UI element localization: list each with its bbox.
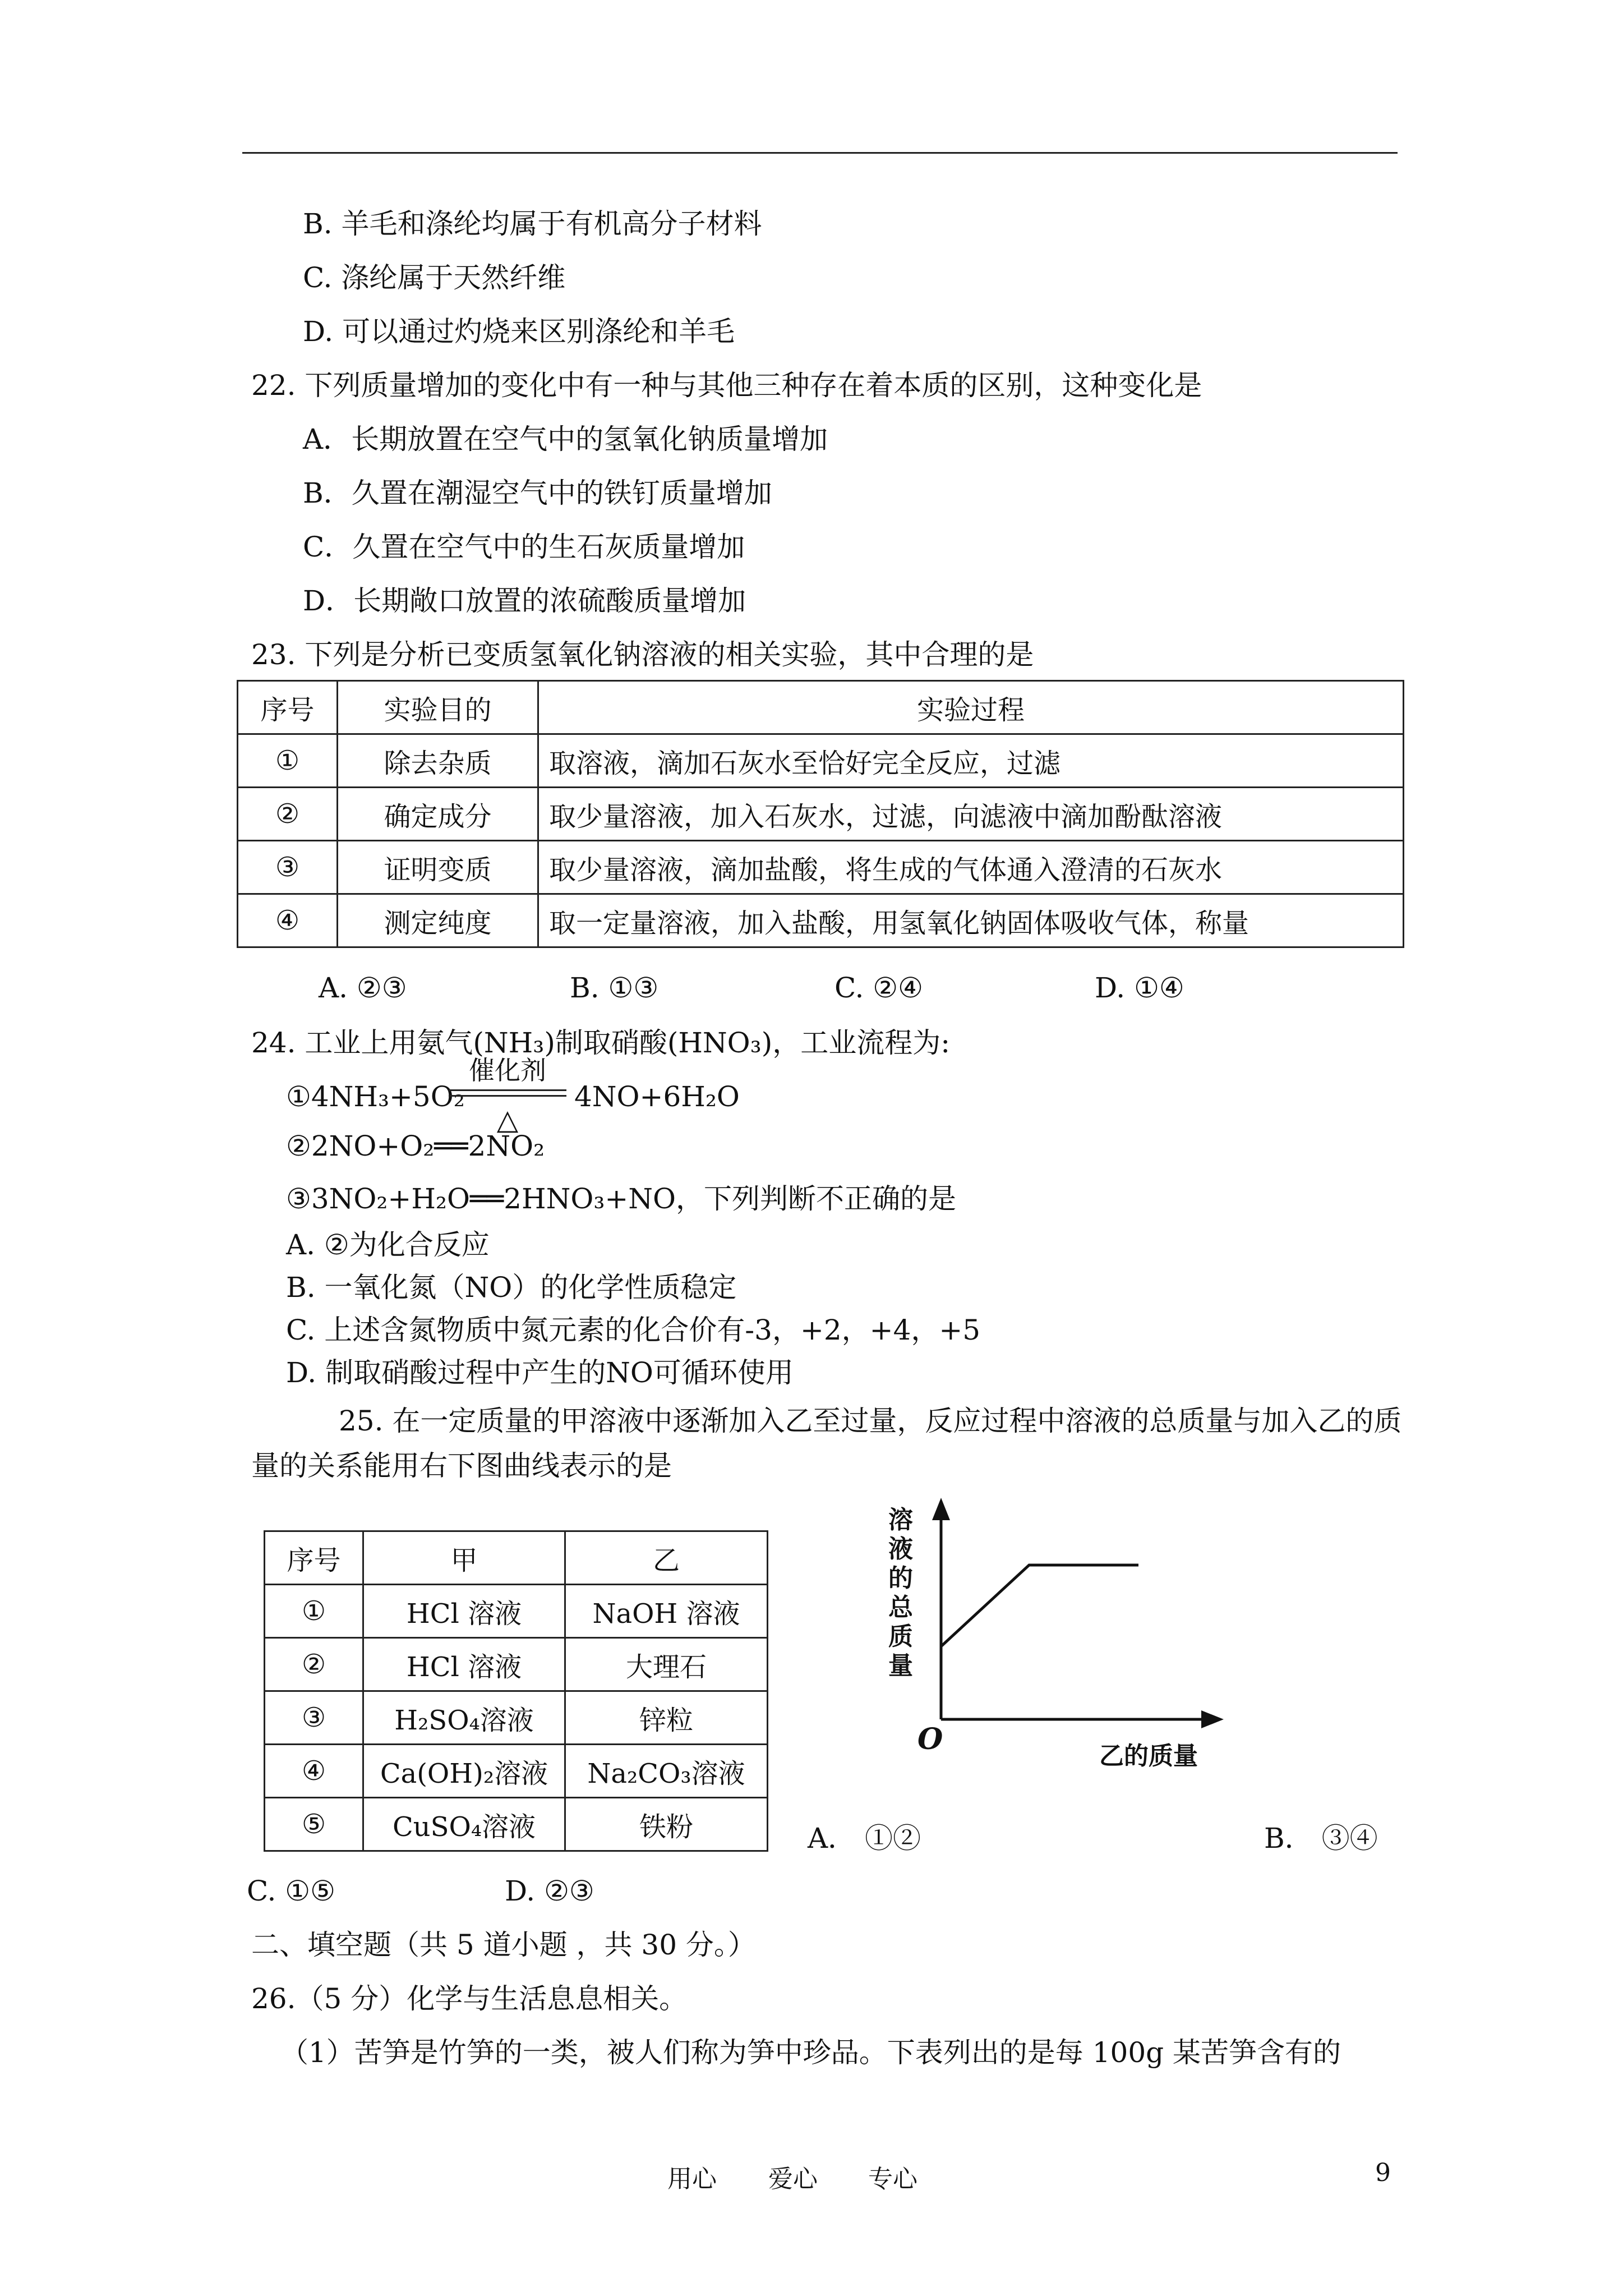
q23-option-d: D. ①④: [1095, 972, 1184, 1004]
q24-option-b: B. 一氧化氮（NO）的化学性质稳定: [286, 1271, 737, 1304]
table-row: [238, 894, 1404, 947]
footer-item: 用心: [667, 2165, 717, 2193]
table-header-cell: 乙: [565, 1531, 768, 1585]
q24-option-a: A. ②为化合反应: [286, 1228, 490, 1261]
table-cell: Ca(OH)₂溶液: [363, 1745, 565, 1798]
table-cell: ②: [238, 788, 338, 841]
table-cell: HCl 溶液: [363, 1585, 565, 1638]
table-cell: ⑤: [265, 1798, 363, 1851]
table-cell: ①: [265, 1585, 363, 1638]
q24-eq1-left: ①4NH₃+5O₂: [286, 1080, 465, 1113]
table-cell: 取溶液，滴加石灰水至恰好完全反应，过滤: [538, 734, 1404, 788]
table-cell: 锌粒: [565, 1691, 768, 1745]
q21-option-d: D. 可以通过灼烧来区别涤纶和羊毛: [303, 315, 735, 348]
table-header-cell: 序号: [265, 1531, 363, 1585]
header-rule: [242, 152, 1398, 154]
table-header-cell: 实验过程: [538, 681, 1404, 734]
table-cell: Na₂CO₃溶液: [565, 1745, 768, 1798]
q23-option-b: B. ①③: [570, 972, 659, 1004]
table-cell: 证明变质: [338, 841, 538, 894]
table-row: [265, 1798, 768, 1851]
table-header-cell: 实验目的: [338, 681, 538, 734]
q24-eq1-condition-bottom: △: [496, 1103, 519, 1136]
q24-option-d: D. 制取硝酸过程中产生的NO可循环使用: [286, 1356, 794, 1389]
table-cell: ③: [238, 841, 338, 894]
q25-option-d: D. ②③: [505, 1875, 594, 1907]
table-cell: 大理石: [565, 1638, 768, 1691]
table-header-row: [238, 681, 1404, 734]
q25-option-c: C. ①⑤: [247, 1875, 335, 1907]
table-cell: ④: [238, 894, 338, 947]
table-cell: CuSO₄溶液: [363, 1798, 565, 1851]
table-cell: H₂SO₄溶液: [363, 1691, 565, 1745]
table-header-cell: 序号: [238, 681, 338, 734]
q24-option-c: C. 上述含氮物质中氮元素的化合价有-3，+2，+4，+5: [286, 1314, 981, 1346]
table-header-row: [265, 1531, 768, 1585]
q22-option-c: C．久置在空气中的生石灰质量增加: [303, 531, 745, 563]
q25-table: [264, 1530, 768, 1852]
footer-item: 爱心: [768, 2165, 818, 2193]
q24-eq1-right: 4NO+6H₂O: [574, 1080, 740, 1113]
q25-graph-origin: O: [917, 1722, 943, 1756]
q24-eq1-condition-top: 催化剂: [469, 1055, 546, 1085]
mass-curve: [941, 1565, 1138, 1646]
q25-stem-line2: 量的关系能用右下图曲线表示的是: [251, 1450, 672, 1482]
table-row: [238, 841, 1404, 894]
table-cell: 铁粉: [565, 1798, 768, 1851]
q22-option-a: A．长期放置在空气中的氢氧化钠质量增加: [303, 423, 828, 455]
q25-option-a: A． ①②: [808, 1822, 921, 1855]
q23-stem: 23. 下列是分析已变质氢氧化钠溶液的相关实验，其中合理的是: [251, 638, 1034, 671]
table-cell: ②: [265, 1638, 363, 1691]
q24-eq1-equal-line-1: [449, 1089, 566, 1091]
q26-part1: （1）苦笋是竹笋的一类，被人们称为笋中珍品。下表列出的是每 100g 某苦笋含有的: [280, 2036, 1341, 2069]
table-cell: ④: [265, 1745, 363, 1798]
ylabel-char: 量: [888, 1651, 913, 1680]
q22-stem: 22. 下列质量增加的变化中有一种与其他三种存在着本质的区别，这种变化是: [251, 369, 1202, 402]
ylabel-char: 溶: [888, 1506, 913, 1534]
q25-graph-ylabel: [888, 1506, 913, 1681]
table-cell: 取少量溶液，加入石灰水，过滤，向滤液中滴加酚酞溶液: [538, 788, 1404, 841]
q23-table: [237, 680, 1404, 948]
q26-stem: 26.（5 分）化学与生活息息相关。: [251, 1982, 688, 2015]
q25-graph-xlabel: 乙的质量: [1099, 1742, 1198, 1770]
table-cell: NaOH 溶液: [565, 1585, 768, 1638]
q23-option-a: A. ②③: [319, 972, 407, 1004]
q24-eq3: ③3NO₂+H₂O══2HNO₃+NO，下列判断不正确的是: [286, 1182, 956, 1215]
q24-stem: 24. 工业上用氨气(NH₃)制取硝酸(HNO₃)，工业流程为:: [251, 1027, 951, 1059]
y-axis-arrow-icon: [932, 1498, 950, 1520]
footer-item: 专心: [868, 2165, 917, 2193]
ylabel-char: 总: [888, 1593, 913, 1622]
table-cell: 确定成分: [338, 788, 538, 841]
q24-eq1-equal-line-2: [449, 1095, 566, 1097]
table-row: [265, 1691, 768, 1745]
section-2-heading: 二、填空题（共 5 道小题 ，共 30 分。）: [251, 1929, 756, 1961]
table-cell: 除去杂质: [338, 734, 538, 788]
table-cell: ③: [265, 1691, 363, 1745]
ylabel-char: 的: [888, 1564, 913, 1593]
ylabel-char: 液: [888, 1535, 913, 1563]
table-cell: 取少量溶液，滴加盐酸，将生成的气体通入澄清的石灰水: [538, 841, 1404, 894]
table-row: [265, 1585, 768, 1638]
q25-graph: [875, 1492, 1245, 1761]
table-cell: 取一定量溶液，加入盐酸，用氢氧化钠固体吸收气体，称量: [538, 894, 1404, 947]
table-row: [238, 788, 1404, 841]
table-cell: ①: [238, 734, 338, 788]
table-cell: HCl 溶液: [363, 1638, 565, 1691]
table-row: [265, 1745, 768, 1798]
table-row: [265, 1638, 768, 1691]
q24-eq2: ②2NO+O₂══2NO₂: [286, 1130, 545, 1162]
ylabel-char: 质: [888, 1622, 913, 1651]
q22-option-b: B．久置在潮湿空气中的铁钉质量增加: [303, 477, 772, 509]
q22-option-d: D．长期敞口放置的浓硫酸质量增加: [303, 585, 746, 617]
table-cell: 测定纯度: [338, 894, 538, 947]
q25-option-b: B． ③④: [1264, 1822, 1378, 1855]
q25-stem-line1: 25. 在一定质量的甲溶液中逐渐加入乙至过量，反应过程中溶液的总质量与加入乙的质: [339, 1405, 1402, 1437]
q21-option-b: B. 羊毛和涤纶均属于有机高分子材料: [303, 208, 762, 240]
page-number: 9: [1375, 2159, 1391, 2187]
q21-option-c: C. 涤纶属于天然纤维: [303, 261, 566, 294]
x-axis-arrow-icon: [1201, 1710, 1224, 1728]
q23-option-c: C. ②④: [834, 972, 923, 1004]
table-row: [238, 734, 1404, 788]
table-header-cell: 甲: [363, 1531, 565, 1585]
